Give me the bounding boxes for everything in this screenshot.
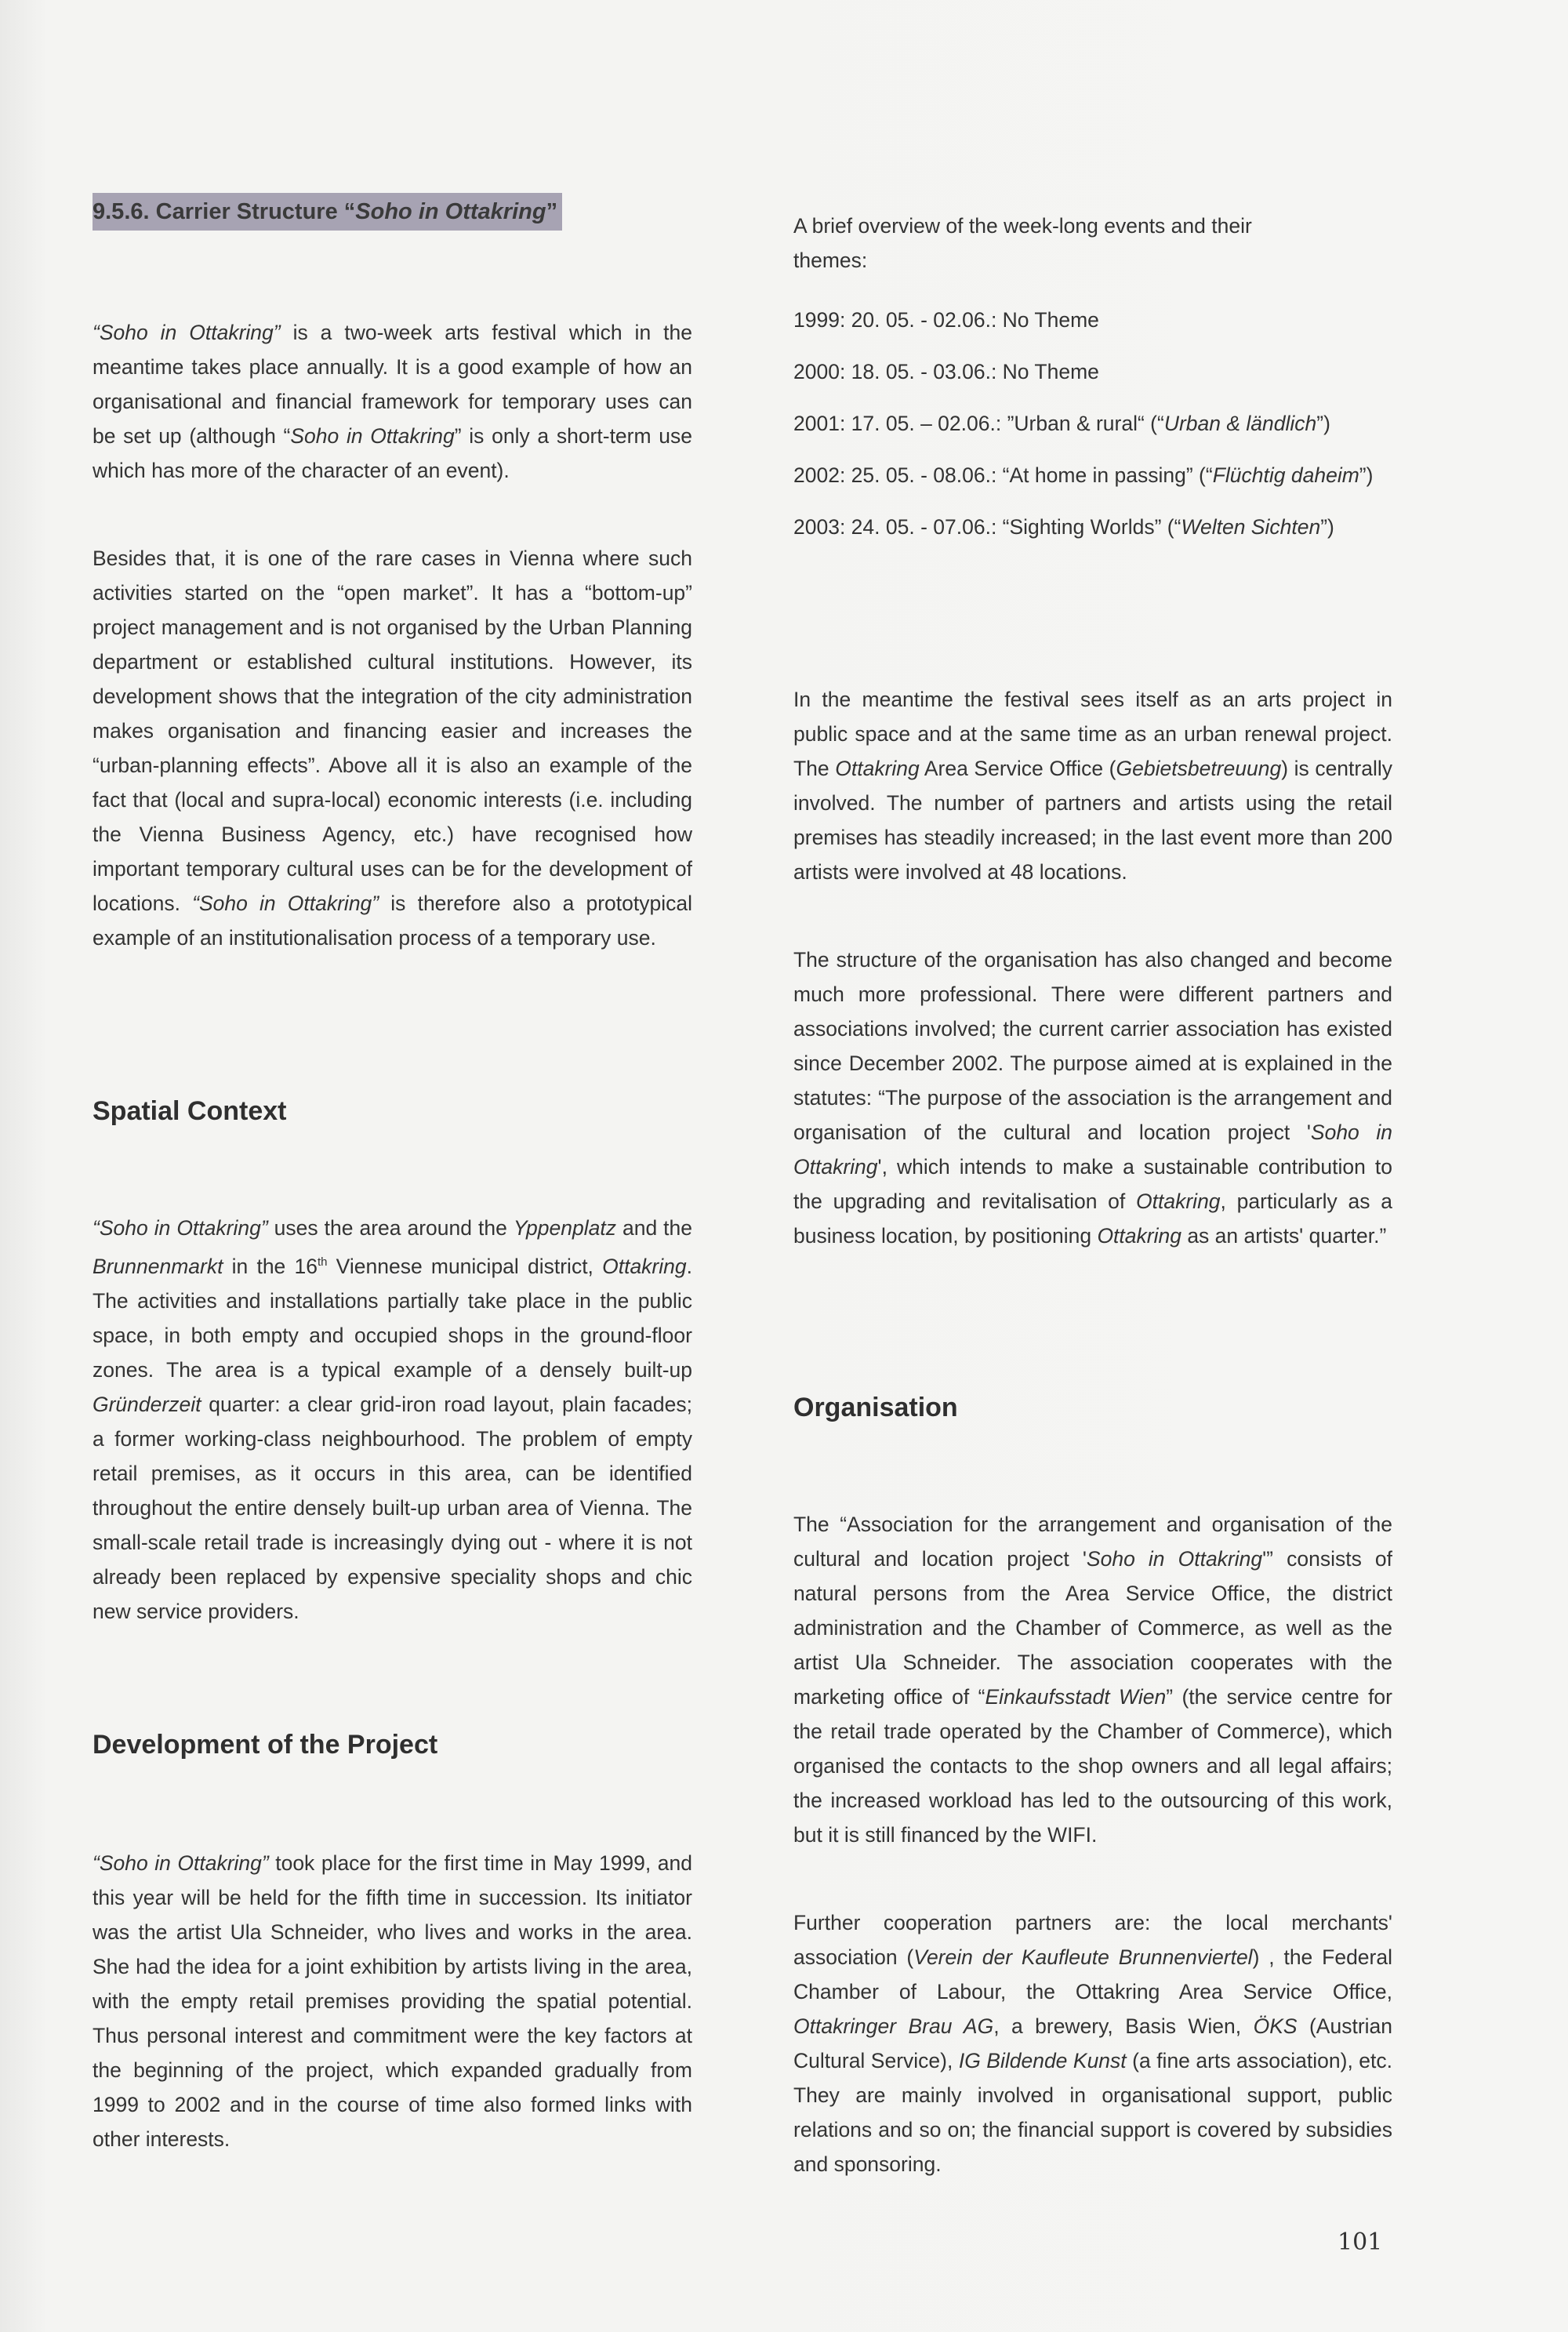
structure-paragraph: The structure of the organisation has also changed and become much more professional. There were different partners and associations involved; the current carrier association has existed since December 2002. The purpose aimed at is explained in the statutes: “The purpose of the association is the arrangement and organisation of the cultural and location project 'Soho in Ottakring', which intends to make a sustainable contribution to the upgrading and revitalisation of Ottakring, particularly as a business location, by positioning Ottakring as an artists' quarter.” (793, 948, 1392, 1248)
overview-intro: A brief overview of the week-long events and their themes: (793, 214, 1252, 272)
page-number: 101 (1338, 2228, 1383, 2256)
spatial-context-heading: Spatial Context (93, 1096, 287, 1126)
event-item: 2003: 24. 05. - 07.06.: “Sighting Worlds” (“Welten Sichten”) (793, 515, 1334, 539)
development-heading: Development of the Project (93, 1730, 438, 1760)
organisation-heading: Organisation (793, 1393, 958, 1422)
intro-paragraph-1: “Soho in Ottakring” is a two-week arts festival which in the meantime takes place annually. It is a good example of how an organisational and financial framework for temporary uses can be set up (although “Soho in Ottakring” is only a short-term use which has more of the character of an event). (93, 321, 692, 482)
event-item: 2001: 17. 05. – 02.06.: ”Urban & rural“ (“Urban & ländlich”) (793, 412, 1330, 435)
section-title: 9.5.6. Carrier Structure “Soho in Ottakring” (93, 193, 562, 231)
intro-paragraph-2: Besides that, it is one of the rare cases in Vienna where such activities started on the “open market”. It has a “bottom-up” project management and is not organised by the Urban Planning department or established cultural institutions. However, its development shows that the integration of the city administration makes organisation and financing easier and increases the “urban-planning effects”. Above all it is also an example of the fact that (local and supra-local) economic interests (i.e. including the Vienna Business Agency, etc.) have recognised how important temporary cultural uses can be for the development of locations. “Soho in Ottakring” is therefore also a prototypical example of an institutionalisation process of a temporary use. (93, 547, 692, 950)
spatial-context-paragraph: “Soho in Ottakring” uses the area around the Yppenplatz and the Brunnenmarkt in the 16th Viennese municipal district, Ottakring. The activities and installations partially take place in the public space, in both empty and occupied shops in the ground-floor zones. The area is a typical example of a densely built-up Gründerzeit quarter: a clear grid-iron road layout, plain facades; a former working-class neighbourhood. The problem of empty retail premises, as it occurs in this area, can be identified throughout the entire densely built-up urban area of Vienna. The small-scale retail trade is increasingly dying out - where it is not already been replaced by expensive speciality shops and chic new service providers. (93, 1216, 693, 1623)
organisation-paragraph: The “Association for the arrangement and organisation of the cultural and location project 'Soho in Ottakring'” consists of natural persons from the Area Service Office, the district administration and the Chamber of Commerce, as well as the artist Ula Schneider. The association cooperates with the marketing office of “Einkaufsstadt Wien” (the service centre for the retail trade operated by the Chamber of Commerce), which organised the contacts to the shop owners and all legal affairs; the increased workload has led to the outsourcing of this work, but it is still financed by the WIFI. (793, 1513, 1393, 1847)
event-item: 2000: 18. 05. - 03.06.: No Theme (793, 360, 1099, 383)
event-item: 1999: 20. 05. - 02.06.: No Theme (793, 308, 1099, 332)
partners-paragraph: Further cooperation partners are: the local merchants' association (Verein der Kaufleute Brunnenviertel) , the Federal Chamber of Labour, the Ottakring Area Service Office, Ottakringer Brau AG, a brewery, Basis Wien, ÖKS (Austrian Cultural Service), IG Bildende Kunst (a fine arts association), etc. They are mainly involved in organisational support, public relations and so on; the financial support is covered by subsidies and sponsoring. (793, 1911, 1393, 2176)
meantime-paragraph: In the meantime the festival sees itself as an arts project in public space and at the same time as an urban renewal project. The Ottakring Area Service Office (Gebietsbetreuung) is centrally involved. The number of partners and artists using the retail premises has steadily increased; in the last event more than 200 artists were involved at 48 locations. (793, 688, 1392, 884)
event-item: 2002: 25. 05. - 08.06.: “At home in passing” (“Flüchtig daheim”) (793, 463, 1374, 487)
event-list (793, 303, 1392, 544)
development-paragraph: “Soho in Ottakring” took place for the first time in May 1999, and this year will be held for the fifth time in succession. Its initiator was the artist Ula Schneider, who lives and works in the area. She had the idea for a joint exhibition by artists living in the area, with the empty retail premises providing the spatial potential. Thus personal interest and commitment were the key factors at the beginning of the project, which expanded gradually from 1999 to 2002 and in the course of time also formed links with other interests. (93, 1851, 692, 2151)
